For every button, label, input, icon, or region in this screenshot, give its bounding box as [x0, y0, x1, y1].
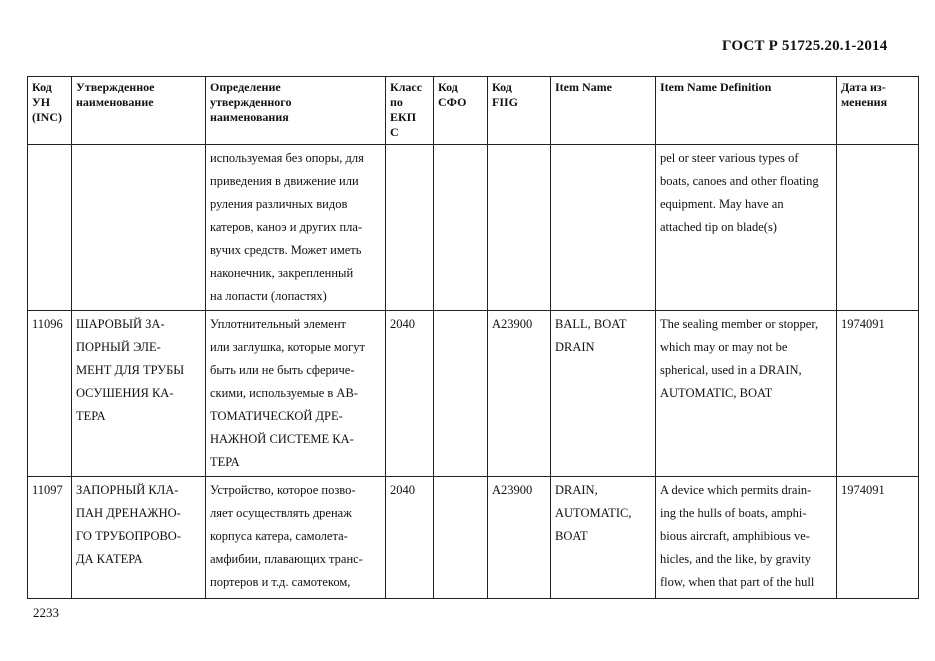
cell-change-date: 1974091 — [837, 311, 919, 477]
cell-approved-name: ЗАПОРНЫЙ КЛА- ПАН ДРЕНАЖНО- ГО ТРУБОПРОВО- ДА КАТЕРА — [72, 477, 206, 599]
cell-sfo — [434, 477, 488, 599]
cell-class: 2040 — [386, 477, 434, 599]
col-header-change-date: Дата из- менения — [837, 77, 919, 145]
cell-definition: используемая без опоры, для приведения в движение или руления различных видов катеров, каноэ и других пла- вучих средств. Может иметь наконечник, закрепленный на лопасти (лопастях) — [206, 145, 386, 311]
cell-definition: Уплотнительный элемент или заглушка, которые могут быть или не быть сфериче- скими, используемые в АВ- ТОМАТИЧЕСКОЙ ДРЕ- НАЖНОЙ СИСТЕМЕ КА- ТЕРА — [206, 311, 386, 477]
catalog-table — [27, 76, 919, 599]
cell-approved-name — [72, 145, 206, 311]
cell-fiig: A23900 — [488, 311, 551, 477]
standard-designation: ГОСТ Р 51725.20.1-2014 — [722, 38, 888, 54]
cell-item-name: BALL, BOAT DRAIN — [551, 311, 656, 477]
cell-approved-name: ШАРОВЫЙ ЗА- ПОРНЫЙ ЭЛЕ- МЕНТ ДЛЯ ТРУБЫ ОСУШЕНИЯ КА- ТЕРА — [72, 311, 206, 477]
col-header-inc: Код УН (INC) — [28, 77, 72, 145]
cell-sfo — [434, 145, 488, 311]
cell-inc: 11096 — [28, 311, 72, 477]
cell-change-date: 1974091 — [837, 477, 919, 599]
col-header-sfo: Код СФО — [434, 77, 488, 145]
cell-inc — [28, 145, 72, 311]
col-header-fiig: Код FIIG — [488, 77, 551, 145]
cell-sfo — [434, 311, 488, 477]
cell-fiig: A23900 — [488, 477, 551, 599]
cell-fiig — [488, 145, 551, 311]
cell-item-definition: pel or steer various types of boats, canoes and other floating equipment. May have an attached tip on blade(s) — [656, 145, 837, 311]
cell-class — [386, 145, 434, 311]
cell-definition: Устройство, которое позво- ляет осуществлять дренаж корпуса катера, самолета- амфибии, плавающих транс- портеров и т.д. самотеком, — [206, 477, 386, 599]
cell-item-name — [551, 145, 656, 311]
cell-change-date — [837, 145, 919, 311]
page-number: 2233 — [33, 605, 59, 620]
table-row — [28, 477, 919, 599]
cell-class: 2040 — [386, 311, 434, 477]
cell-item-name: DRAIN, AUTOMATIC, BOAT — [551, 477, 656, 599]
table-row — [28, 311, 919, 477]
col-header-approved-name: Утвержденное наименование — [72, 77, 206, 145]
col-header-definition: Определение утвержденного наименования — [206, 77, 386, 145]
col-header-item-definition: Item Name Definition — [656, 77, 837, 145]
cell-item-definition: The sealing member or stopper, which may or may not be spherical, used in a DRAIN, AUTOMATIC, BOAT — [656, 311, 837, 477]
col-header-class: Класс по ЕКП С — [386, 77, 434, 145]
cell-item-definition: A device which permits drain- ing the hulls of boats, amphi- bious aircraft, amphibious ve- hicles, and the like, by gravity flow, when that part of the hull — [656, 477, 837, 599]
col-header-item-name: Item Name — [551, 77, 656, 145]
table-row — [28, 145, 919, 311]
cell-inc: 11097 — [28, 477, 72, 599]
table-header-row — [28, 77, 919, 145]
